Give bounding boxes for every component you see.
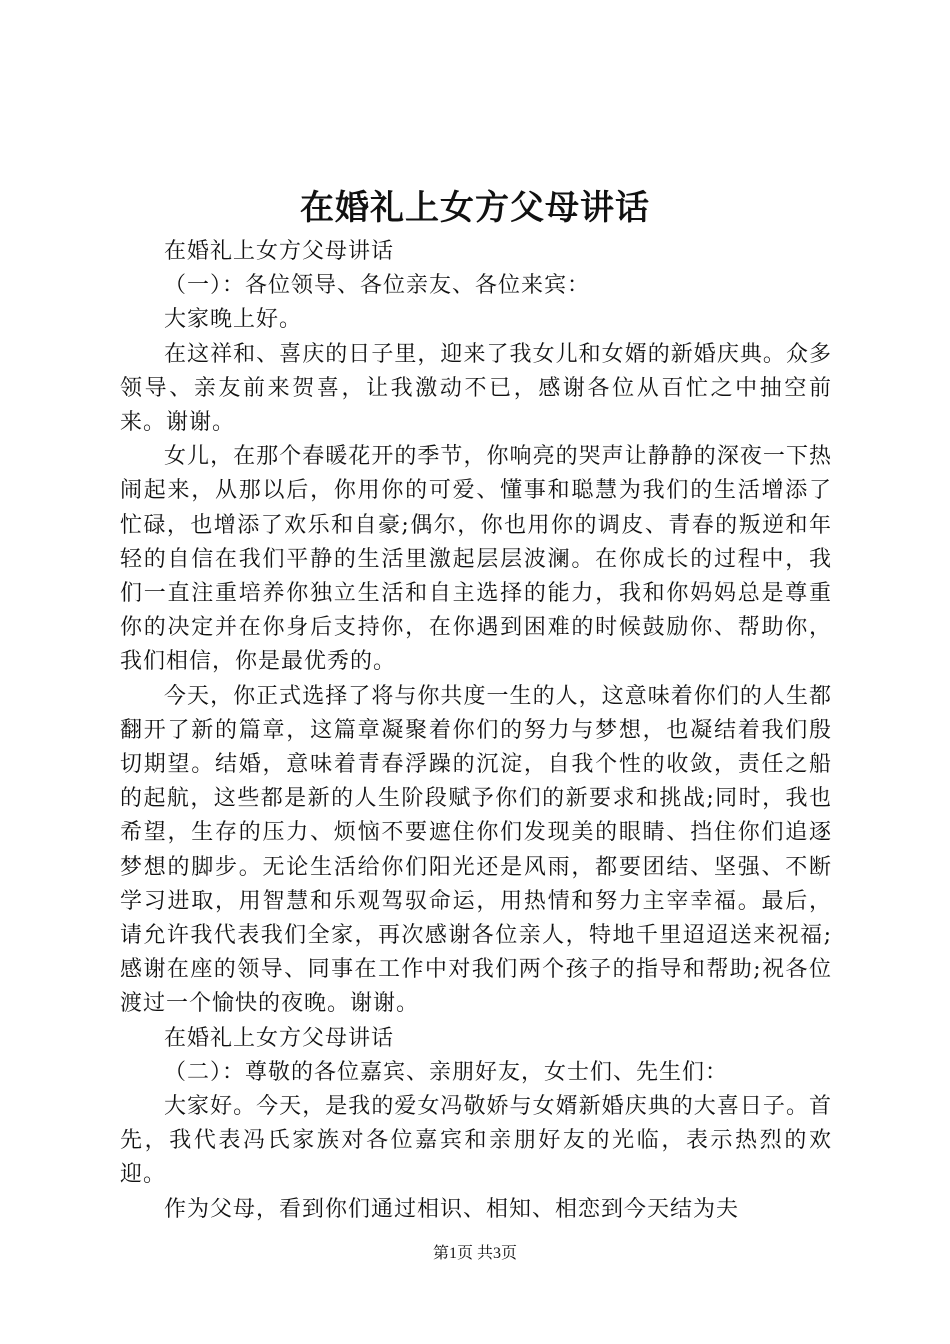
- body-paragraph: 在婚礼上女方父母讲话: [164, 239, 395, 264]
- body-paragraph: 大家晚上好。: [164, 307, 303, 333]
- document-body: [120, 235, 832, 1227]
- body-paragraph: 作为父母，看到你们通过相识、相知、相恋到今天结为夫: [164, 1196, 740, 1222]
- body-paragraph: 大家好。今天，是我的爱女冯敬娇与女婿新婚庆典的大喜日子。首先，我代表冯氏家族对各位嘉宾和亲朋好友的光临，表示热烈的欢迎。: [120, 1094, 832, 1188]
- document-title: 在婚礼上女方父母讲话: [300, 188, 650, 228]
- body-paragraph: 在婚礼上女方父母讲话: [164, 1025, 395, 1051]
- page-number-footer: 第1页 共3页: [432, 1245, 517, 1262]
- body-paragraph: 女儿，在那个春暖花开的季节，你响亮的哭声让静静的深夜一下热闹起来，从那以后，你用你的可爱、懂事和聪慧为我们的生活增添了忙碌，也增添了欢乐和自豪;偶尔，你也用你的调皮、青春的叛逆和年轻的自信在我们平静的生活里激起层层波澜。在你成长的过程中，我们一直注重培养你独立生活和自主选择的能力，我和你妈妈总是尊重你的决定并在你身后支持你，在你遇到困难的时候鼓励你、帮助你，我们相信，你是最优秀的。: [120, 444, 832, 675]
- body-paragraph: （二）：尊敬的各位嘉宾、亲朋好友，女士们、先生们：: [164, 1059, 729, 1085]
- body-paragraph: （一）：各位领导、各位亲友、各位来宾：: [164, 273, 591, 299]
- body-paragraph: 今天，你正式选择了将与你共度一生的人，这意味着你们的人生都翻开了新的篇章，这篇章凝聚着你们的努力与梦想，也凝结着我们殷切期望。结婚，意味着青春浮躁的沉淀，自我个性的收敛，责任之船的起航，这些都是新的人生阶段赋予你们的新要求和挑战;同时，我也希望，生存的压力、烦恼不要遮住你们发现美的眼睛、挡住你们追逐梦想的脚步。无论生活给你们阳光还是风雨，都要团结、坚强、不断学习进取，用智慧和乐观驾驭命运，用热情和努力主宰幸福。最后，请允许我代表我们全家，再次感谢各位亲人，特地千里迢迢送来祝福;感谢在座的领导、同事在工作中对我们两个孩子的指导和帮助;祝各位渡过一个愉快的夜晚。谢谢。: [120, 683, 832, 1017]
- body-paragraph: 在这祥和、喜庆的日子里，迎来了我女儿和女婿的新婚庆典。众多领导、亲友前来贺喜，让我激动不已，感谢各位从百忙之中抽空前来。谢谢。: [120, 341, 832, 436]
